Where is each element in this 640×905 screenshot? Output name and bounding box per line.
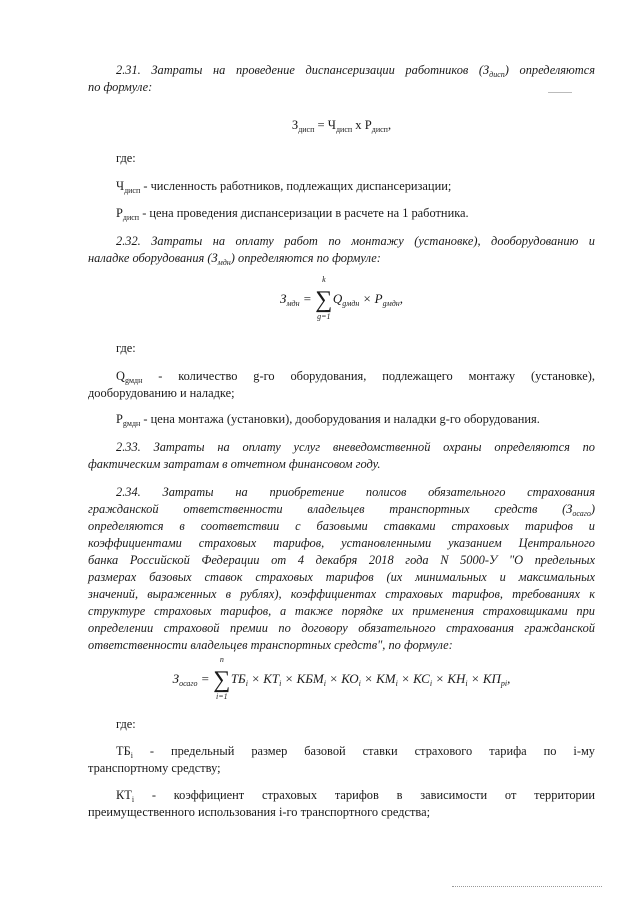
definition-pg: $Р_{gмдн}$ - цена монтажа (установки), дооборудования и наладки g-го оборудования. <box>116 412 540 428</box>
section-2-34-line4: коэффициентами страховых тарифов, установленными указанием Центрального <box>88 536 595 550</box>
section-2-34-line1: 2.34. Затраты на приобретение полисов обязательного страхования <box>116 485 595 499</box>
section-2-34-line7: значений, выраженных в рублях), коэффициентах страховых тарифов, требованиях к <box>88 587 595 601</box>
section-2-32-line2: наладке оборудования $(З_{мдн})$ определяются по формуле: <box>88 251 381 267</box>
where-label-2: где: <box>116 341 136 355</box>
section-2-34-line10: ответственности владельцев транспортных средств", по формуле: <box>88 638 453 652</box>
definition-tb-line1: $ТБ_i$ - предельный размер базовой ставки страхового тарифа по i-му <box>116 744 595 760</box>
section-2-32-line1: 2.32. Затраты на оплату работ по монтажу (установке), дооборудованию и <box>116 234 595 248</box>
where-label-1: где: <box>116 151 136 165</box>
section-2-34-line6: размерах базовых ставок страховых тарифов (их минимальных и максимальных <box>88 570 595 584</box>
section-2-33-line2: фактическим затратам в отчетном финансовом году. <box>88 457 381 471</box>
definition-kt-line1: $КТ_i$ - коэффициент страховых тарифов в зависимости от территории <box>116 788 595 804</box>
section-2-34-line3: определяются в соответствии с базовыми ставками страховых тарифов и <box>88 519 595 533</box>
section-2-34-line2: гражданской ответственности владельцев транспортных средств $(З_{осаго})$ <box>88 502 595 518</box>
sum-sign: ∑ k g=1 <box>315 275 333 321</box>
formula-osago: $З_{осаго}$ = ∑ n i=1 $ТБ_i \times КТ_i \times КБМ_i \times КО_i \times КМ_i \times КС_i \times КН_i \times КП_{pi}$, <box>172 655 511 701</box>
definition-kt-line2: преимущественного использования i-го транспортного средства; <box>88 805 431 819</box>
definition-ch: $Ч_{дисп}$ - численность работников, подлежащих диспансеризации; <box>116 179 452 195</box>
footer-dotted-line <box>452 886 602 887</box>
section-2-34-line9: определении страховой премии по договору обязательного страхования гражданской <box>88 621 595 635</box>
formula-dispensary: $З_{дисп} = Ч_{дисп}$ х $Р_{дисп}$, <box>291 118 392 134</box>
section-2-34-line5: банка Российской Федерации от 4 декабря 2018 года N 5000-У "О предельных <box>88 553 595 567</box>
definition-tb-line2: транспортному средству; <box>88 761 221 775</box>
section-2-33-line1: 2.33. Затраты на оплату услуг вневедомственной охраны определяются по <box>116 440 595 454</box>
formula-installation: $З_{мдн}$ = ∑ k g=1 $Q_{gмдн} \times P_{gмдн}$, <box>280 275 403 321</box>
section-2-31-line1: 2.31. Затраты на проведение диспансеризации работников $(З_{дисп})$ определяются <box>116 63 595 79</box>
definition-p: $Р_{дисп}$ - цена проведения диспансеризации в расчете на 1 работника. <box>116 206 469 222</box>
where-label-3: где: <box>116 717 136 731</box>
sum-sign-osago: ∑ n i=1 <box>213 655 231 701</box>
section-2-34-line8: структуре страховых тарифов, а также порядке их применения страховщиками при <box>88 604 595 618</box>
section-2-31-line2: по формуле: <box>88 80 153 94</box>
definition-q-line2: дооборудованию и наладке; <box>88 386 235 400</box>
definition-q-line1: $Q_{gмдн}$ - количество g-го оборудования, подлежащего монтажу (установке), <box>116 369 595 385</box>
